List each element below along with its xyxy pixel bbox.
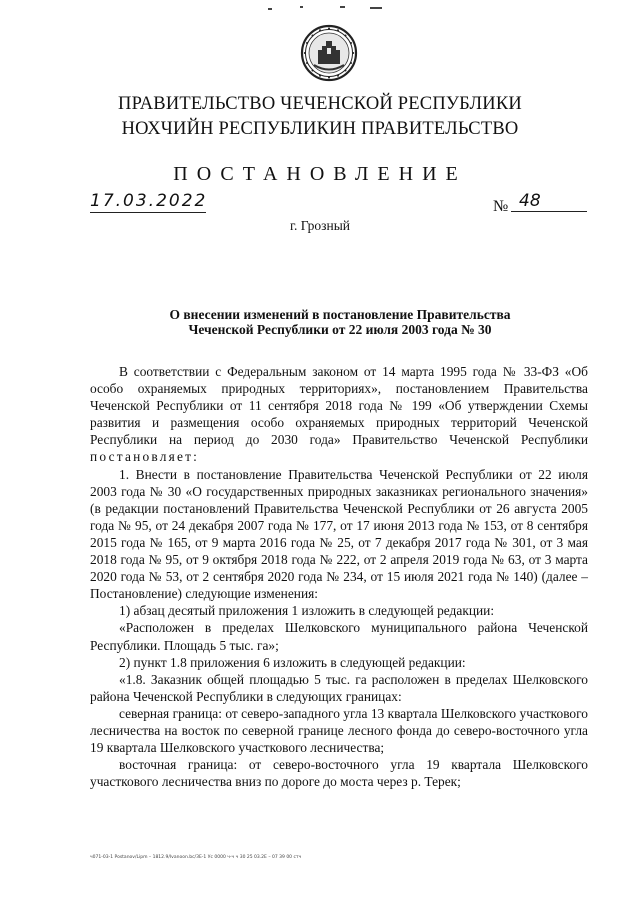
- number-sign: №: [493, 198, 509, 215]
- document-date: 17.03.2022: [90, 191, 208, 211]
- scan-artifact: [300, 6, 303, 8]
- intro-text: В соответствии с Федеральным законом от 14 марта 1995 года № 33-ФЗ «Об особо охраняемых природных территориях», постановлением Правительства Чеченской Республики от 11 сентября 2018 года № 199 «Об утверждении Схемы развития и размещения особо охраняемых природных территорий Чеченской Республики на период до 2030 года» Правительство Чеченской Республики: [90, 364, 588, 448]
- document-type: ПОСТАНОВЛЕНИЕ: [173, 163, 467, 185]
- city: г. Грозный: [289, 218, 351, 233]
- organization-name: ПРАВИТЕЛЬСТВО ЧЕЧЕНСКОЙ РЕСПУБЛИКИ: [118, 94, 522, 114]
- paragraph: 1) абзац десятый приложения 1 изложить в следующей редакции:: [119, 603, 495, 619]
- title-line: О внесении изменений в постановление Правительства: [169, 307, 511, 322]
- document-body: [90, 363, 588, 790]
- scan-artifact: [340, 6, 345, 8]
- paragraph-intro: [90, 363, 588, 466]
- organization-name-chechen: НОХЧИЙН РЕСПУБЛИКИН ПРАВИТЕЛЬСТВО: [121, 119, 519, 139]
- resolves-word: постановляет:: [90, 449, 200, 465]
- scan-artifact: [370, 7, 382, 9]
- scan-artifact: [268, 8, 272, 10]
- document-number: 48: [511, 191, 587, 212]
- paragraph: 1. Внести в постановление Правительства Чеченской Республики от 22 июля 2003 года № 30 «О государственных природных заказниках регионального значения» (в редакции постановлений Правительства Чеченской Республики от 26 августа 2005 года № 95, от 24 декабря 2007 года № 177, от 17 июня 2013 года № 153, от 8 сентября 2015 года № 165, от 9 марта 2016 года № 25, от 7 декабря 2017 года № 301, от 3 мая 2018 года № 95, от 9 октября 2018 года № 222, от 2 апреля 2019 года № 63, от 3 марта 2020 года № 53, от 2 сентября 2020 года № 234, от 15 июля 2021 года № 140) (далее – Постановление) следующие изменения:: [90, 466, 588, 602]
- paragraph: «1.8. Заказник общей площадью 5 тыс. га расположен в пределах Шелковского района Чеченской Республики в следующих границах:: [90, 671, 588, 704]
- document-title: [90, 307, 590, 337]
- paragraph: восточная граница: от северо-восточного угла 19 квартала Шелковского участкового лесничества вниз по дороге до моста через р. Терек;: [90, 757, 588, 790]
- paragraph: северная граница: от северо-западного угла 13 квартала Шелковского участкового лесничества на восток по северной границе лесного фонда до северо-восточного угла 19 квартала Шелковского участкового лесничества;: [90, 705, 588, 756]
- paragraph: «Расположен в пределах Шелковского муниципального района Чеченской Республики. Площадь 5 тыс. га»;: [90, 620, 588, 653]
- paragraph: 2) пункт 1.8 приложения 6 изложить в следующей редакции:: [119, 654, 466, 670]
- title-line: Чеченской Республики от 22 июля 2003 года № 30: [188, 322, 492, 337]
- coat-of-arms-emblem: [300, 24, 358, 82]
- footer-reference: ч071-03-1 Postanov/Lipm – 1812.9/Ivanoon.bc/ЗЕ-1 Ус 0000 ч-ч ч 30 25 03.2Е – 07 39 00 стч: [90, 855, 302, 860]
